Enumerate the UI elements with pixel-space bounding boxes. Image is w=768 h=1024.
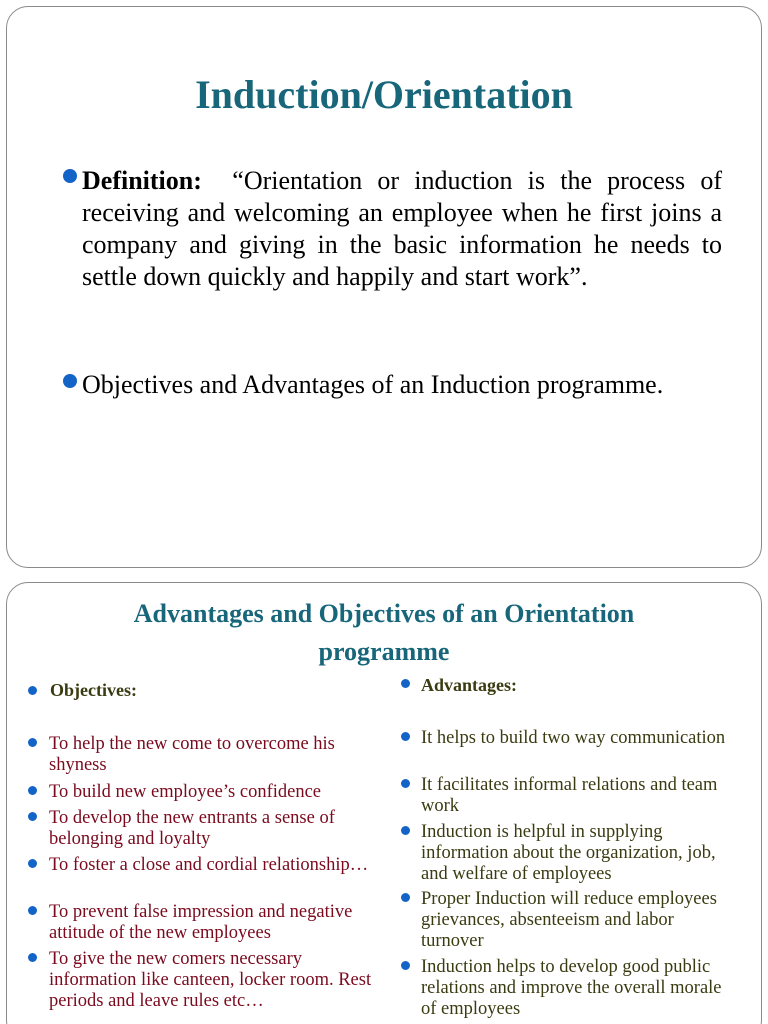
bullet-icon [401,893,410,902]
objective-item: To build new employee’s confidence [49,782,322,802]
bullet-icon [28,859,37,868]
bullet-icon [28,953,37,962]
bullet-icon [401,679,410,688]
bullet-icon [63,169,77,183]
objectives-advantages-paragraph: Objectives and Advantages of an Induction programme. [82,370,664,399]
bullet-icon [401,779,410,788]
slide-title [7,595,761,671]
objectives-heading: Objectives: [50,680,137,700]
definition-paragraph [82,165,722,293]
bullet-icon [401,961,410,970]
objective-item: To foster a close and cordial relationship… [49,855,369,875]
slide-title-line2: programme [318,637,450,666]
objective-item: To help the new come to overcome his shyness [49,734,335,775]
advantage-item: Proper Induction will reduce employees grievances, absenteeism and labor turnover [421,889,717,951]
slide-title-line1: Advantages and Objectives of an Orientation [133,599,635,628]
advantage-item: Induction helps to develop good public relations and improve the overall morale of employees [421,957,722,1019]
bullet-icon [28,686,37,695]
definition-label: Definition: [82,166,202,195]
advantage-item: It helps to build two way communication [421,728,726,748]
bullet-icon [401,732,410,741]
bullet-icon [63,374,77,388]
bullet-icon [401,826,410,835]
objective-item: To give the new comers necessary information like canteen, locker room. Rest periods and leave rules etc… [49,949,372,1011]
slide-title: Induction/Orientation [195,72,573,117]
bullet-icon [28,738,37,747]
bullet-icon [28,786,37,795]
bullet-icon [28,812,37,821]
bullet-icon [28,906,37,915]
objective-item: To prevent false impression and negative attitude of the new employees [49,902,353,943]
advantages-heading: Advantages: [421,675,518,695]
slide-advantages-objectives [6,582,762,1024]
advantage-item: It facilitates informal relations and team work [421,775,718,816]
advantage-item: Induction is helpful in supplying information about the organization, job, and welfare of employees [421,822,716,884]
objective-item: To develop the new entrants a sense of belonging and loyalty [49,808,335,849]
definition-text: “Orientation or induction is the process of receiving and welcoming an employee when he first joins a company and giving in the basic information he needs to settle down quickly and happily and start work”. [82,166,722,291]
slide-induction-orientation [6,6,762,568]
